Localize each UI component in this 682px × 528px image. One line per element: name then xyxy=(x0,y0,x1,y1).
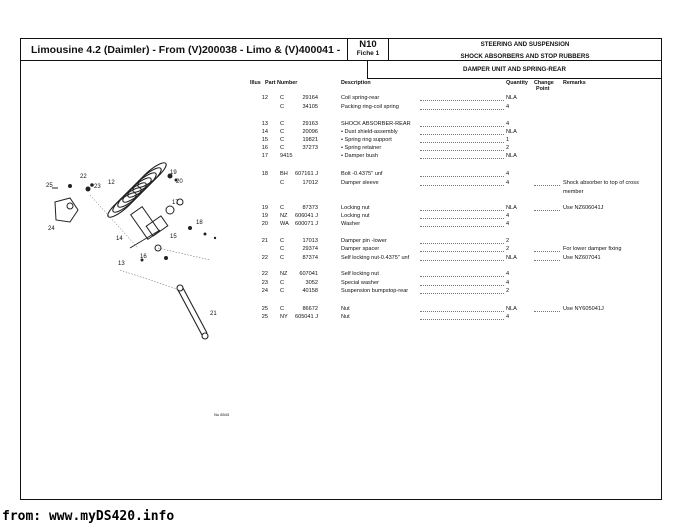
leader-dots xyxy=(420,293,504,294)
row-quantity: 1 xyxy=(506,137,510,143)
row-illus: 20 xyxy=(261,221,268,227)
row-part-number: 34105 xyxy=(302,104,318,110)
row-class: C xyxy=(280,180,285,186)
leader-dots xyxy=(420,319,504,320)
leader-dots xyxy=(420,218,504,219)
row-quantity: 4 xyxy=(506,180,510,186)
row-illus: 18 xyxy=(261,171,268,177)
leader-dots xyxy=(420,251,504,252)
col-part-number: Part Number xyxy=(265,80,298,86)
row-description: • Spring retainer xyxy=(341,145,382,151)
col-illus: Illus xyxy=(250,80,261,86)
leader-dots xyxy=(420,285,504,286)
row-class: NZ xyxy=(280,213,288,219)
row-quantity: 2 xyxy=(506,246,510,252)
fiche-code-box xyxy=(347,39,389,61)
leader-dots xyxy=(420,276,504,277)
callout-19: 19 xyxy=(170,170,177,176)
remarks-dots xyxy=(534,260,560,261)
page-title: Limousine 4.2 (Daimler) - From (V)200038 - Limo & (V)400041 - xyxy=(21,39,347,61)
row-part-number: 29164 xyxy=(302,95,318,101)
col-quantity: Quantity xyxy=(506,80,528,86)
leader-dots xyxy=(420,243,504,244)
row-part-number: 17013 xyxy=(302,238,318,244)
row-description: Self locking nut xyxy=(341,271,379,277)
row-class: C xyxy=(280,205,285,211)
row-quantity: 2 xyxy=(506,238,510,244)
row-quantity: NLA xyxy=(506,129,517,135)
row-part-number: 607041 xyxy=(299,271,318,277)
leader-dots xyxy=(420,311,504,312)
row-remarks: Use NZ607041 xyxy=(563,255,601,261)
row-illus: 25 xyxy=(261,314,268,320)
remarks-dots xyxy=(534,251,560,252)
row-description: Washer xyxy=(341,221,361,227)
source-footer: from: www.myDS420.info xyxy=(2,509,175,524)
row-description: Packing ring-coil spring xyxy=(341,104,399,110)
row-illus: 12 xyxy=(261,95,268,101)
row-part-number: 20096 xyxy=(302,129,318,135)
callout-25: 25 xyxy=(46,183,53,189)
row-part-number: 37273 xyxy=(302,145,318,151)
row-class: WA xyxy=(280,221,289,227)
row-part-number: 600071 J xyxy=(294,221,318,227)
leader-lines xyxy=(90,195,210,290)
callout-18: 18 xyxy=(196,220,203,226)
callout-14: 14 xyxy=(116,236,123,242)
row-quantity: NLA xyxy=(506,205,517,211)
remarks-dots xyxy=(534,311,560,312)
group-line-1: STEERING AND SUSPENSION xyxy=(480,41,570,48)
row-class: C xyxy=(280,246,285,252)
row-quantity: NLA xyxy=(506,95,517,101)
row-quantity: 4 xyxy=(506,314,510,320)
row-part-number: 19821 xyxy=(302,137,318,143)
row-class: C xyxy=(280,137,285,143)
callout-15: 15 xyxy=(170,234,177,240)
leader-dots xyxy=(420,126,504,127)
leader-dots xyxy=(420,142,504,143)
row-class: BH xyxy=(280,171,288,177)
leader-dots xyxy=(420,185,504,186)
callout-labels xyxy=(46,170,217,317)
row-class: NZ xyxy=(280,271,288,277)
leader-dots xyxy=(420,134,504,135)
row-remarks: For lower damper fixing xyxy=(563,246,622,252)
row-class: C xyxy=(280,255,285,261)
row-quantity: 4 xyxy=(506,171,510,177)
row-class: C xyxy=(280,121,285,127)
callout-20: 20 xyxy=(176,179,183,185)
row-description: Damper spacer xyxy=(341,246,380,252)
callout-13: 13 xyxy=(118,261,125,267)
row-description: Locking nut xyxy=(341,213,370,219)
col-description: Description xyxy=(341,80,371,86)
row-illus: 14 xyxy=(261,129,268,135)
col-remarks: Remarks xyxy=(563,80,586,86)
row-quantity: 4 xyxy=(506,121,510,127)
row-part-number: 606041 J xyxy=(294,213,318,219)
fiche-code: N10 xyxy=(359,39,377,50)
row-illus: 16 xyxy=(261,145,268,151)
exploded-diagram xyxy=(30,150,250,350)
row-description: Self locking nut-0.4375" unf xyxy=(341,255,410,261)
leader-dots xyxy=(420,210,504,211)
row-quantity: NLA xyxy=(506,306,517,312)
row-class: C xyxy=(280,145,285,151)
row-class: C xyxy=(280,280,285,286)
row-quantity: NLA xyxy=(506,255,517,261)
leader-dots xyxy=(420,158,504,159)
row-remarks: Use NY605041J xyxy=(563,306,604,312)
bumpstop-drawing xyxy=(52,188,78,222)
row-illus: 19 xyxy=(261,205,268,211)
fiche-number: Fiche 1 xyxy=(356,50,380,57)
row-illus: 25 xyxy=(261,306,268,312)
leader-dots xyxy=(420,100,504,101)
row-description: Special washer xyxy=(341,280,379,286)
row-description: Nut xyxy=(341,306,350,312)
leader-dots xyxy=(420,260,504,261)
row-description: • Spring ring support xyxy=(341,137,392,143)
row-illus: 21 xyxy=(261,238,268,244)
row-illus: 15 xyxy=(261,137,268,143)
callout-12: 12 xyxy=(108,180,115,186)
row-quantity: 2 xyxy=(506,288,510,294)
remarks-dots xyxy=(534,185,560,186)
row-quantity: 4 xyxy=(506,213,510,219)
row-class: 9415 xyxy=(280,153,293,159)
leader-dots xyxy=(420,226,504,227)
group-line-2: SHOCK ABSORBERS AND STOP RUBBERS xyxy=(460,53,590,60)
row-part-number: 3052 xyxy=(305,280,318,286)
row-description: Damper pin -lower xyxy=(341,238,387,244)
row-part-number: 87374 xyxy=(302,255,318,261)
row-description: Bolt -0.4375" unf xyxy=(341,171,383,177)
row-description: Suspension bumpstop-rear xyxy=(341,288,409,294)
row-illus: 23 xyxy=(261,280,268,286)
row-part-number: 29163 xyxy=(302,121,318,127)
row-part-number: 29374 xyxy=(302,246,318,252)
row-remarks: member xyxy=(563,189,584,195)
row-description: • Dust shield-assembly xyxy=(341,129,398,135)
row-class: C xyxy=(280,238,285,244)
row-quantity: 4 xyxy=(506,280,510,286)
group-heading xyxy=(389,39,661,61)
row-part-number: 86672 xyxy=(302,306,318,312)
leader-dots xyxy=(420,150,504,151)
row-quantity: 2 xyxy=(506,145,510,151)
row-illus: 17 xyxy=(261,153,268,159)
row-description: SHOCK ABSORBER-REAR xyxy=(341,121,411,127)
row-part-number: 17012 xyxy=(302,180,318,186)
row-remarks: Shock absorber to top of cross xyxy=(563,180,639,186)
row-part-number: 607161 J xyxy=(294,171,318,177)
leader-dots xyxy=(420,176,504,177)
row-description: • Damper bush xyxy=(341,153,379,159)
leader-dots xyxy=(420,109,504,110)
shock-absorber-drawing xyxy=(130,199,183,251)
callout-21: 21 xyxy=(210,311,217,317)
row-part-number: 40158 xyxy=(302,288,318,294)
col-change: Change xyxy=(534,80,554,86)
col-change-point: Point xyxy=(536,86,550,92)
row-description: Coil spring-rear xyxy=(341,95,380,101)
row-illus: 13 xyxy=(261,121,268,127)
row-description: Nut xyxy=(341,314,350,320)
row-class: C xyxy=(280,95,285,101)
row-remarks: Use NZ606041J xyxy=(563,205,604,211)
row-quantity: 4 xyxy=(506,104,510,110)
callout-17: 17 xyxy=(172,200,179,206)
row-quantity: 4 xyxy=(506,221,510,227)
callout-16: 16 xyxy=(140,254,147,260)
section-heading: DAMPER UNIT AND SPRING-REAR xyxy=(367,61,661,79)
row-quantity: 4 xyxy=(506,271,510,277)
row-quantity: NLA xyxy=(506,153,517,159)
callout-23: 23 xyxy=(94,184,101,190)
figure-number: No 8543 xyxy=(214,412,230,417)
row-class: C xyxy=(280,288,285,294)
row-class: NY xyxy=(280,314,288,320)
row-illus: 22 xyxy=(261,271,268,277)
callout-24: 24 xyxy=(48,226,55,232)
row-class: C xyxy=(280,104,285,110)
row-class: C xyxy=(280,129,285,135)
row-illus: 24 xyxy=(261,288,268,294)
remarks-dots xyxy=(534,210,560,211)
coil-spring-drawing xyxy=(105,160,169,221)
row-description: Damper sleeve xyxy=(341,180,379,186)
lower-damper-drawing xyxy=(177,285,208,339)
row-class: C xyxy=(280,306,285,312)
row-illus: 19 xyxy=(261,213,268,219)
row-part-number: 605041 J xyxy=(294,314,318,320)
callout-22: 22 xyxy=(80,174,87,180)
row-illus: 22 xyxy=(261,255,268,261)
row-part-number: 87373 xyxy=(302,205,318,211)
row-description: Locking nut xyxy=(341,205,370,211)
